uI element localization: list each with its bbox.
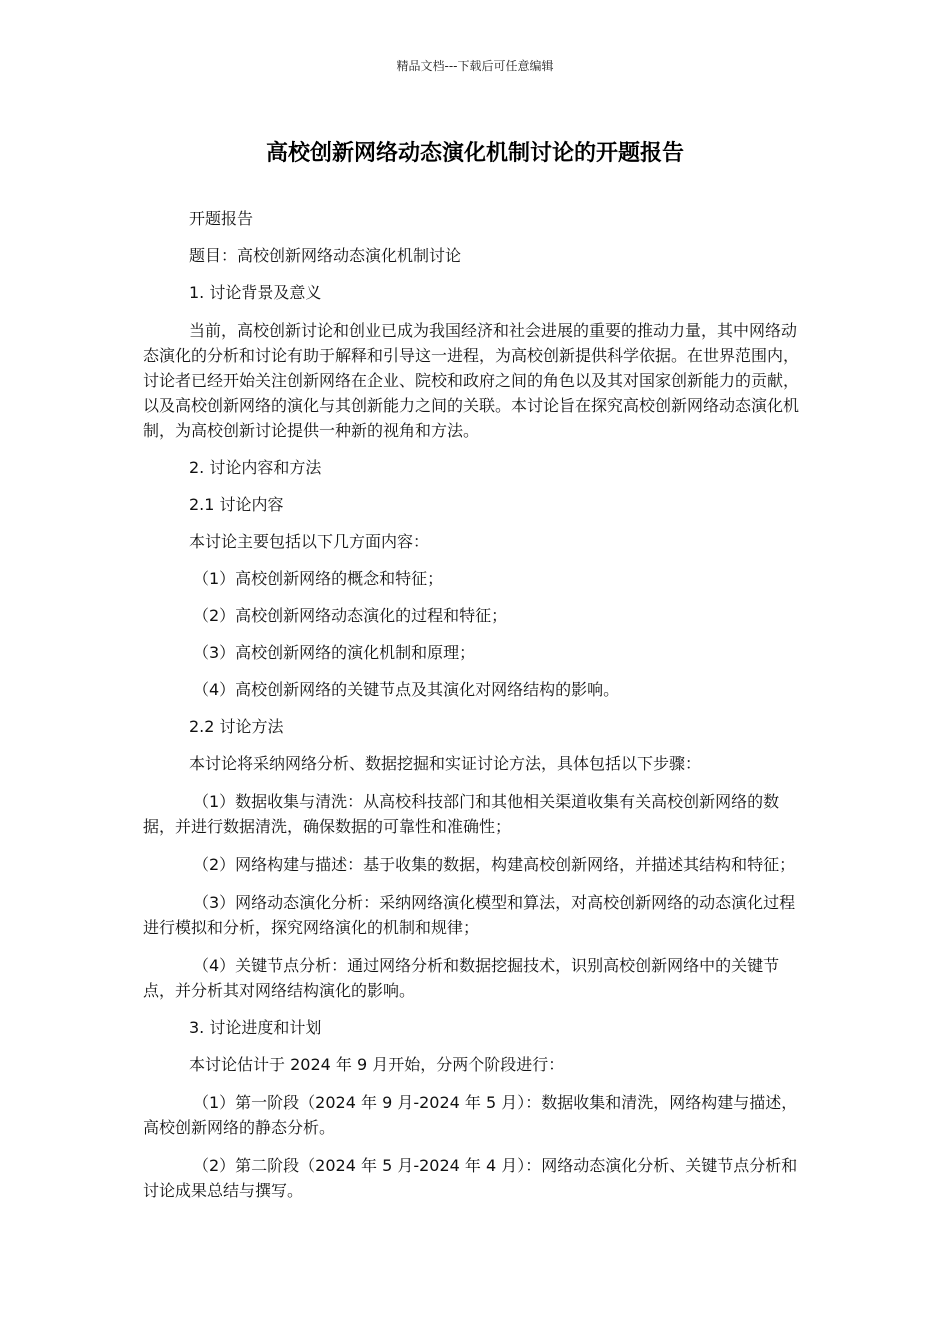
list-item-content-3: （3）高校创新网络的演化机制和原理； [193, 643, 476, 662]
paragraph-content-intro: 本讨论主要包括以下几方面内容： [189, 532, 430, 551]
list-item-content-1: （1）高校创新网络的概念和特征； [193, 569, 444, 588]
paragraph-report-label: 开题报告 [189, 209, 254, 228]
document-body [143, 207, 803, 1216]
list-item-content-4: （4）高校创新网络的关键节点及其演化对网络结构的影响。 [193, 680, 620, 699]
paragraph-schedule-intro: 本讨论估计于 2024 年 9 月开始，分两个阶段进行： [189, 1055, 565, 1074]
list-item-method-1: （1）数据收集与清洗：从高校科技部门和其他相关渠道收集有关高校创新网络的数据，并进行数据清洗，确保数据的可靠性和准确性； [143, 792, 780, 836]
section-heading-content-method: 2. 讨论内容和方法 [189, 458, 322, 477]
list-item-method-3: （3）网络动态演化分析：采纳网络演化模型和算法，对高校创新网络的动态演化过程进行模拟和分析，探究网络演化的机制和规律； [143, 893, 796, 937]
paragraph-method-intro: 本讨论将采纳网络分析、数据挖掘和实证讨论方法，具体包括以下步骤： [189, 754, 702, 773]
section-heading-schedule: 3. 讨论进度和计划 [189, 1018, 322, 1037]
paragraph-background: 当前，高校创新讨论和创业已成为我国经济和社会进展的重要的推动力量，其中网络动态演化的分析和讨论有助于解释和引导这一进程，为高校创新提供科学依据。在世界范围内，讨论者已经开始关注创新网络在企业、院校和政府之间的角色以及其对国家创新能力的贡献，以及高校创新网络的演化与其创新能力之间的关联。本讨论旨在探究高校创新网络动态演化机制，为高校创新讨论提供一种新的视角和方法。 [143, 321, 800, 440]
section-heading-background: 1. 讨论背景及意义 [189, 283, 322, 302]
subsection-heading-content: 2.1 讨论内容 [189, 495, 284, 514]
subsection-heading-method: 2.2 讨论方法 [189, 717, 284, 736]
document-title: 高校创新网络动态演化机制讨论的开题报告 [265, 141, 684, 166]
list-item-schedule-2: （2）第二阶段（2024 年 5 月-2024 年 4 月）：网络动态演化分析、关键节点分析和讨论成果总结与撰写。 [143, 1156, 798, 1200]
list-item-schedule-1: （1）第一阶段（2024 年 9 月-2024 年 5 月）：数据收集和清洗，网络构建与描述，高校创新网络的静态分析。 [143, 1093, 798, 1137]
paragraph-topic: 题目：高校创新网络动态演化机制讨论 [189, 246, 462, 265]
list-item-content-2: （2）高校创新网络动态演化的过程和特征； [193, 606, 508, 625]
list-item-method-4: （4）关键节点分析：通过网络分析和数据挖掘技术，识别高校创新网络中的关键节点，并分析其对网络结构演化的影响。 [143, 956, 780, 1000]
list-item-method-2: （2）网络构建与描述：基于收集的数据，构建高校创新网络，并描述其结构和特征； [193, 855, 796, 874]
page-header-note: 精品文档---下载后可任意编辑 [396, 59, 554, 73]
